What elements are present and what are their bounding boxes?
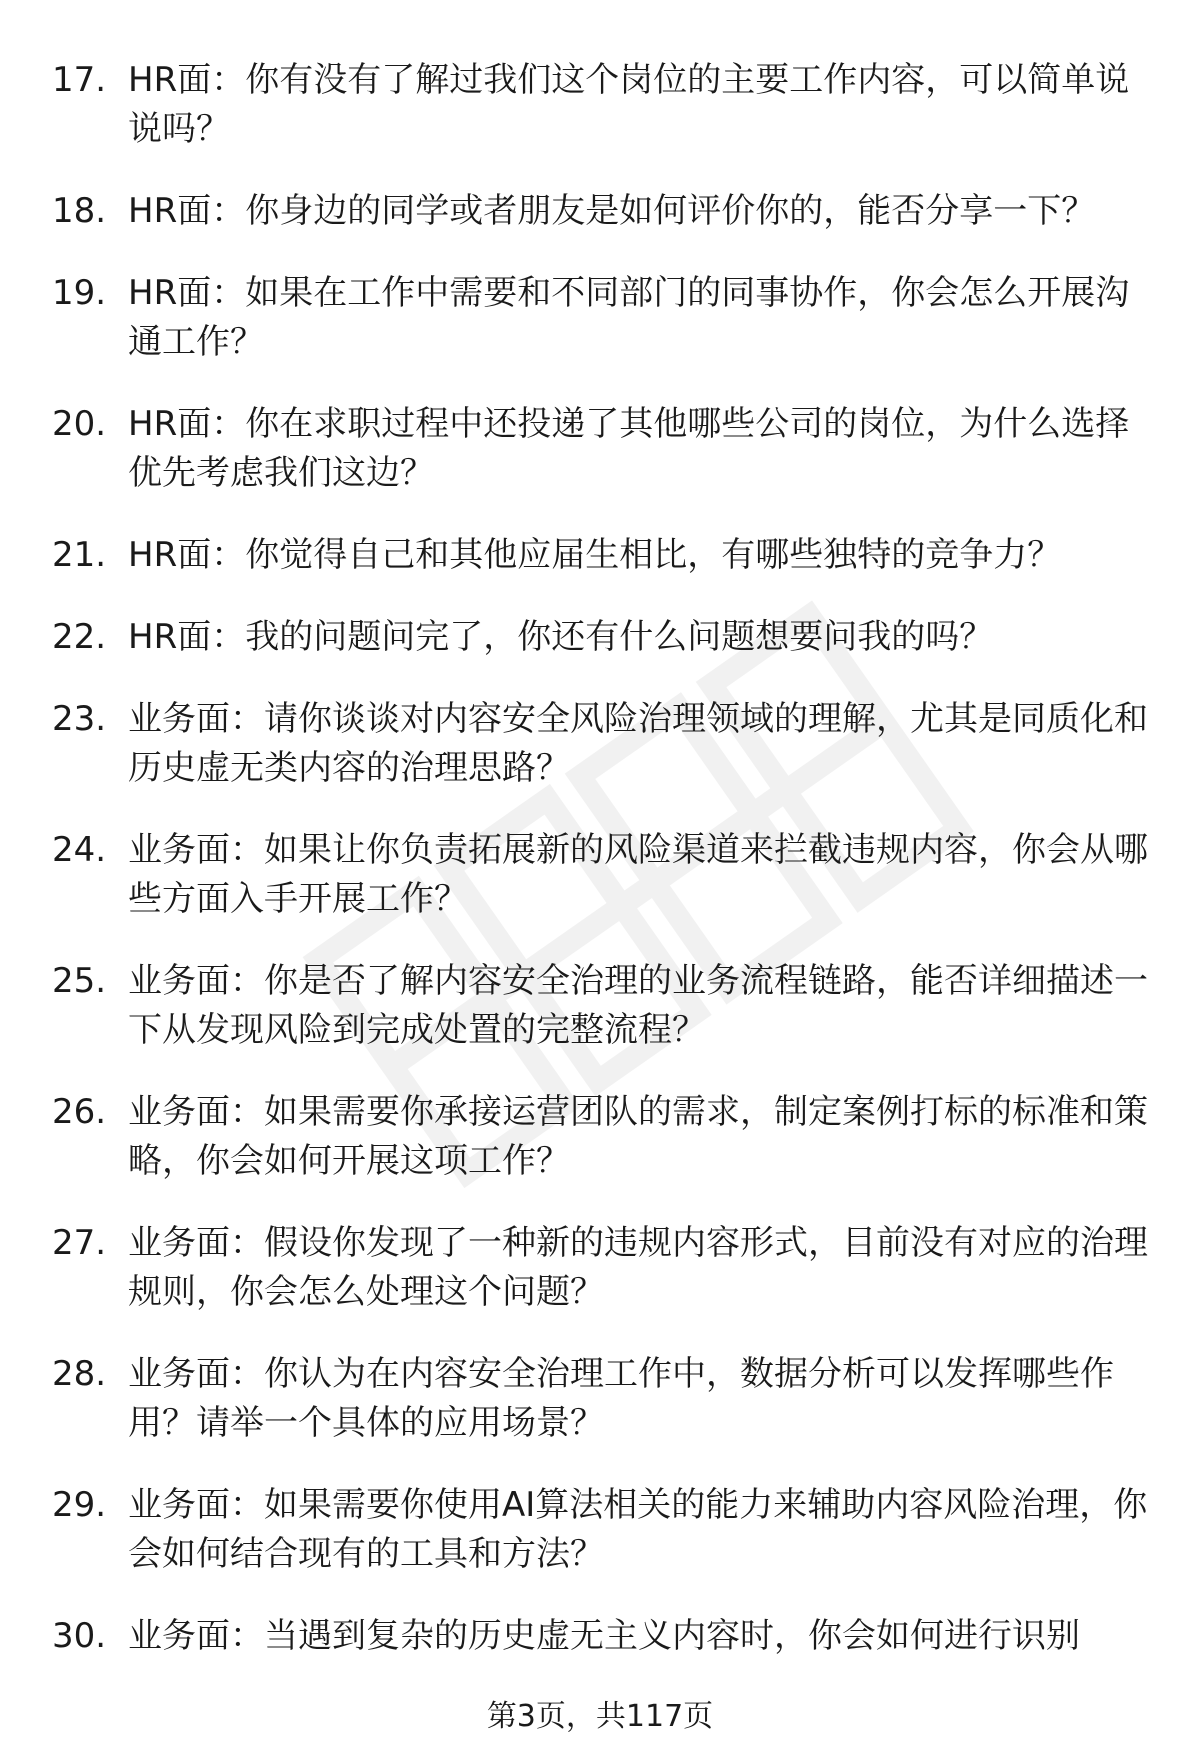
item-number: 20. [52, 404, 107, 444]
item-number: 19. [52, 273, 107, 313]
item-text: HR面：你身边的同学或者朋友是如何评价你的，能否分享一下？ [128, 191, 1096, 231]
list-item [52, 1612, 1162, 1661]
list-item [52, 1088, 1162, 1186]
item-text: 业务面：你是否了解内容安全治理的业务流程链路，能否详细描述一下从发现风险到完成处置的完整流程？ [128, 961, 1148, 1050]
item-text: 业务面：假设你发现了一种新的违规内容形式，目前没有对应的治理规则，你会怎么处理这个问题？ [128, 1223, 1148, 1312]
item-text: HR面：我的问题问完了，你还有什么问题想要问我的吗？ [128, 617, 994, 657]
list-item [52, 826, 1162, 924]
item-number: 17. [52, 60, 107, 100]
item-text: 业务面：如果让你负责拓展新的风险渠道来拦截违规内容，你会从哪些方面入手开展工作？ [128, 830, 1148, 919]
item-number: 18. [52, 191, 107, 231]
item-number: 28. [52, 1354, 107, 1394]
item-number: 27. [52, 1223, 107, 1263]
item-number: 30. [52, 1616, 107, 1656]
list-item [52, 695, 1162, 793]
item-text: HR面：如果在工作中需要和不同部门的同事协作，你会怎么开展沟通工作？ [128, 273, 1130, 362]
item-text: HR面：你在求职过程中还投递了其他哪些公司的岗位，为什么选择优先考虑我们这边？ [128, 404, 1130, 493]
item-number: 23. [52, 699, 107, 739]
item-number: 22. [52, 617, 107, 657]
list-item [52, 531, 1162, 580]
item-text: 业务面：如果需要你使用AI算法相关的能力来辅助内容风险治理，你会如何结合现有的工具和方法？ [128, 1485, 1148, 1574]
list-item [52, 1219, 1162, 1317]
item-text: 业务面：当遇到复杂的历史虚无主义内容时，你会如何进行识别 [128, 1616, 1080, 1656]
item-number: 26. [52, 1092, 107, 1132]
item-text: 业务面：如果需要你承接运营团队的需求，制定案例打标的标准和策略，你会如何开展这项工作？ [128, 1092, 1148, 1181]
list-item [52, 400, 1162, 498]
list-item [52, 613, 1162, 662]
question-list [52, 56, 1162, 1694]
list-item [52, 56, 1162, 154]
list-item [52, 269, 1162, 367]
item-text: 业务面：请你谈谈对内容安全风险治理领域的理解，尤其是同质化和历史虚无类内容的治理思路？ [128, 699, 1148, 788]
item-text: HR面：你觉得自己和其他应届生相比，有哪些独特的竞争力？ [128, 535, 1062, 575]
list-item [52, 187, 1162, 236]
item-number: 21. [52, 535, 107, 575]
item-number: 29. [52, 1485, 107, 1525]
page-footer: 第3页，共117页 [486, 1699, 714, 1734]
item-number: 25. [52, 961, 107, 1001]
list-item [52, 1350, 1162, 1448]
item-text: 业务面：你认为在内容安全治理工作中，数据分析可以发挥哪些作用？请举一个具体的应用场景？ [128, 1354, 1114, 1443]
item-text: HR面：你有没有了解过我们这个岗位的主要工作内容，可以简单说说吗？ [128, 60, 1130, 149]
list-item [52, 957, 1162, 1055]
list-item [52, 1481, 1162, 1579]
item-number: 24. [52, 830, 107, 870]
